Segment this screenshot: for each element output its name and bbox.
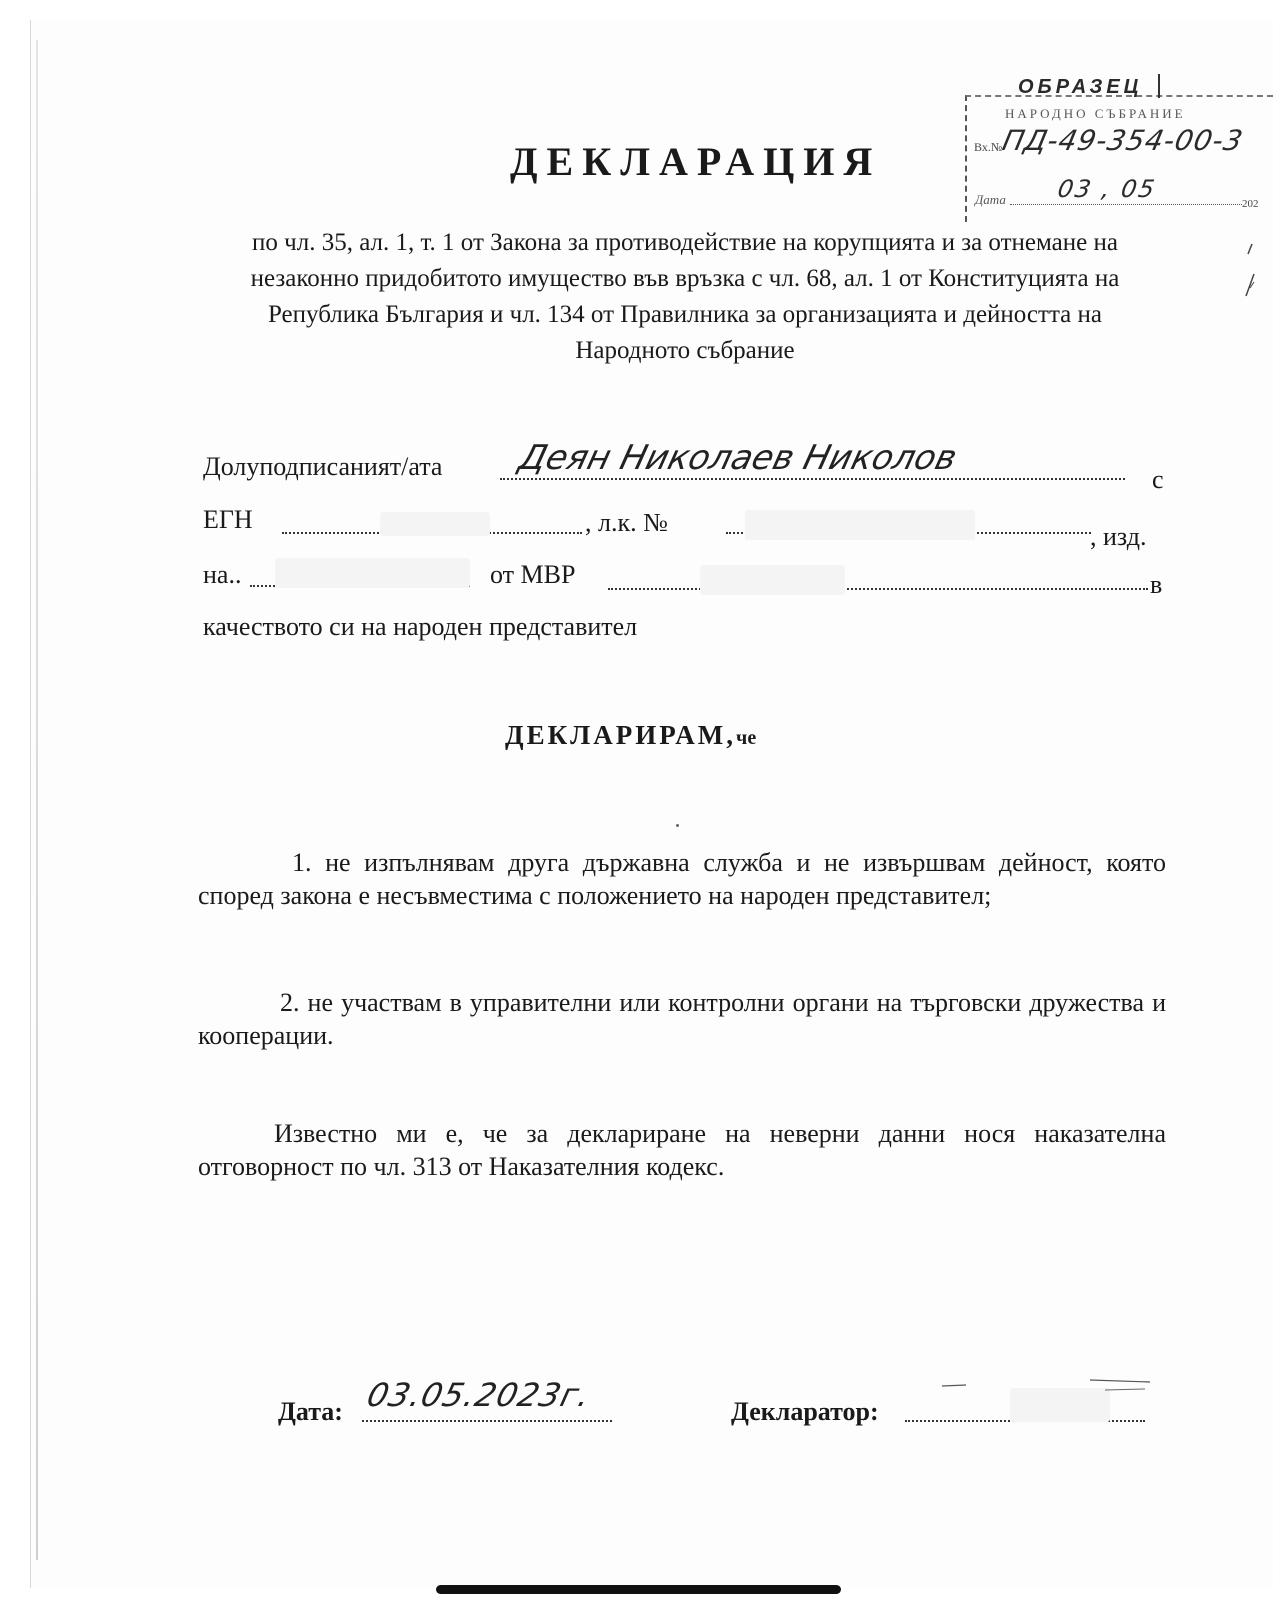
stamp-header: ОБРАЗЕЦ bbox=[1018, 76, 1143, 98]
stamp-header-divider bbox=[1158, 74, 1160, 98]
stamp-incoming-label: Вх.№ bbox=[974, 140, 1003, 154]
home-indicator[interactable] bbox=[436, 1585, 841, 1594]
mvr-fill-line bbox=[608, 588, 1148, 590]
stamp-date-label: Дата bbox=[975, 192, 1006, 207]
signature-pen-strokes bbox=[940, 1370, 1155, 1400]
declare-word: ДЕКЛАРИРАМ, bbox=[505, 720, 737, 750]
declare-suffix: че bbox=[736, 727, 757, 749]
legal-basis-subtitle: по чл. 35, ал. 1, т. 1 от Закона за противодействие на корупцията и за отнемане на незаконно придобитото имущество във връзка с чл. 68, ал. 1 от Конституцията на Република България и чл. 134 от Правилника за организацията и дейността на Народното събрание bbox=[250, 229, 1120, 364]
scan-speck bbox=[676, 824, 679, 827]
mvr-label: от МВР bbox=[490, 560, 576, 589]
name-fill-line bbox=[500, 478, 1125, 480]
handwritten-name: Деян Николаев Николов bbox=[515, 438, 961, 478]
handwritten-date: 03.05.2023г. bbox=[363, 1376, 595, 1414]
issued-on-label: на.. bbox=[203, 560, 242, 589]
stamp-organization: НАРОДНО СЪБРАНИЕ bbox=[1005, 106, 1186, 121]
capacity-text: качеството си на народен представител bbox=[203, 612, 638, 641]
stamp-date-line bbox=[1010, 204, 1242, 205]
page-title: ДЕКЛАРАЦИЯ bbox=[510, 139, 882, 184]
egn-label: ЕГН bbox=[203, 505, 253, 534]
egn-redaction bbox=[380, 512, 490, 536]
criminal-liability-notice: Известно ми е, че за деклариране на неверни данни нося наказателна отговорност по чл. 313 от Наказателния кодекс. bbox=[198, 1119, 1166, 1181]
id-card-label: , л.к. № bbox=[585, 508, 668, 537]
stamp-date-value: 03 , 05 bbox=[1055, 175, 1159, 203]
declaration-item-1: 1. не изпълнявам друга държавна служба и не извършвам дейност, която според закона е несъвместима с положението на народен представител; bbox=[198, 848, 1166, 910]
with-suffix: с bbox=[1152, 465, 1164, 494]
date-fill-line bbox=[362, 1420, 612, 1422]
declarant-label: Декларатор: bbox=[731, 1397, 879, 1426]
page-edge bbox=[36, 40, 38, 1560]
undersigned-label: Долуподписаният/ата bbox=[203, 452, 443, 481]
declare-heading bbox=[505, 720, 756, 751]
stamp-incoming-number: ПД-49-354-00-3 bbox=[999, 124, 1247, 157]
stamp-year: 202 bbox=[1242, 198, 1259, 210]
mvr-redaction bbox=[700, 565, 845, 595]
declaration-item-2: 2. не участвам в управителни или контролни органи на търговски дружества и кооперации. bbox=[198, 988, 1166, 1050]
issued-date-redaction bbox=[275, 558, 470, 588]
id-card-redaction bbox=[745, 510, 975, 540]
issued-label: , изд. bbox=[1090, 522, 1147, 551]
margin-pen-marks bbox=[1238, 240, 1258, 310]
in-suffix: в bbox=[1150, 570, 1163, 599]
date-label: Дата: bbox=[278, 1397, 343, 1426]
